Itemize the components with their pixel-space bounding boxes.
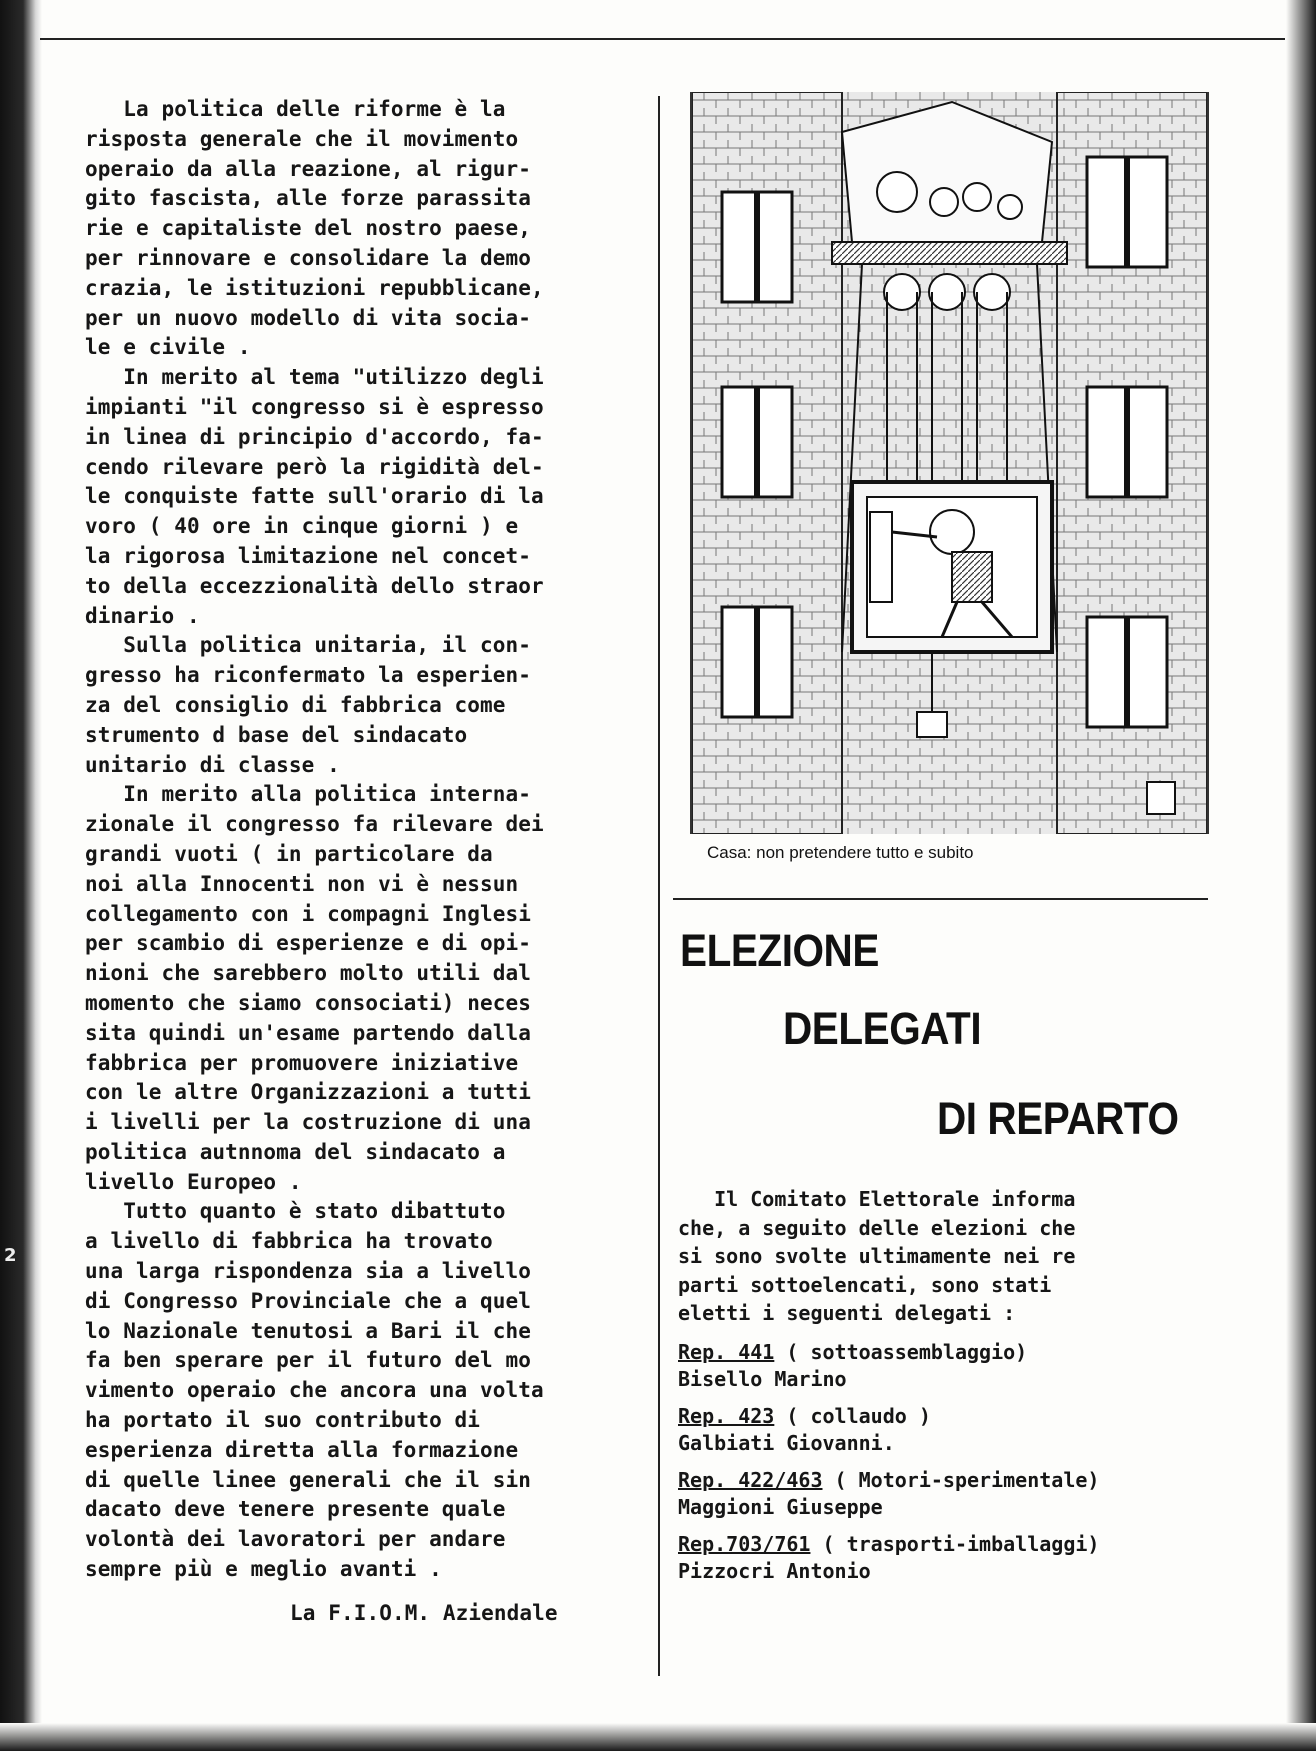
delegate-entry (678, 1402, 1218, 1456)
department-line (678, 1402, 1218, 1430)
article-line: zionale il congresso fa rilevare dei (85, 812, 544, 837)
article-line: per scambio di esperienze e di opi- (85, 931, 532, 956)
delegate-name: Bisello Marino (678, 1366, 847, 1391)
notice-line: eletti i seguenti delegati : (678, 1301, 1016, 1325)
article-line: livello Europeo . (85, 1169, 302, 1194)
delegate-name: Maggioni Giuseppe (678, 1494, 883, 1519)
cartoon-illustration (690, 92, 1209, 834)
cartoon-apartment-elevator-icon (692, 92, 1207, 834)
article-line: impianti "il congresso si è espresso (85, 394, 544, 419)
article-line: con le altre Organizzazioni a tutti (85, 1080, 532, 1105)
notice-line: si sono svolte ultimamente nei re (678, 1244, 1076, 1268)
article-line: crazia, le istituzioni repubblicane, (85, 275, 544, 300)
headline-line-1: ELEZIONE (680, 925, 879, 976)
article-line: operaio da alla reazione, al rigur- (85, 156, 532, 181)
column-divider (658, 96, 660, 1676)
delegate-entry (678, 1338, 1218, 1392)
article-line: di quelle linee generali che il sin (85, 1467, 532, 1492)
article-signature: La F.I.O.M. Aziendale (290, 1600, 558, 1625)
article-line: gito fascista, alle forze parassita (85, 186, 532, 211)
notice-line: parti sottoelencati, sono stati (678, 1272, 1052, 1297)
article-line: unitario di classe . (85, 752, 340, 777)
article-line: per un nuovo modello di vita socia- (85, 305, 532, 330)
article-line: sita quindi un'esame partendo dalla (85, 1020, 532, 1045)
page-right-edge (1286, 0, 1316, 1751)
department-code: Rep. 441 (678, 1339, 775, 1364)
article-line: in linea di principio d'accordo, fa- (85, 424, 544, 449)
article-line: strumento d base del sindacato (85, 722, 468, 747)
top-rule (40, 38, 1285, 40)
article-line: fa ben sperare per il futuro del mo (85, 1348, 532, 1373)
department-name: ( collaudo ) (774, 1403, 931, 1428)
department-name: ( sottoassemblaggio) (774, 1339, 1028, 1364)
article-line: sempre più e meglio avanti . (85, 1557, 442, 1582)
department-line (678, 1338, 1218, 1366)
article-line: ha portato il suo contributo di (85, 1408, 481, 1433)
article-line: i livelli per la costruzione di una (85, 1110, 532, 1135)
article-line: nioni che sarebbero molto utili dal (85, 961, 532, 986)
article-line: le conquiste fatte sull'orario di la (85, 484, 544, 509)
article-line: Tutto quanto è stato dibattuto (85, 1199, 506, 1224)
page-number: 2 (4, 1245, 17, 1266)
article-line: risposta generale che il movimento (85, 126, 519, 151)
article-line: fabbrica per promuovere iniziative (85, 1050, 519, 1075)
article-line: collegamento con i compagni Inglesi (85, 901, 532, 926)
department-line (678, 1466, 1218, 1494)
delegate-entry (678, 1530, 1218, 1584)
article-line: grandi vuoti ( in particolare da (85, 841, 493, 866)
headline-line-3: DI REPARTO (937, 1093, 1179, 1144)
election-notice (678, 1185, 1218, 1584)
article-line: una larga rispondenza sia a livello (85, 1259, 532, 1284)
delegate-name: Pizzocri Antonio (678, 1558, 871, 1583)
article-line: In merito al tema "utilizzo degli (85, 365, 544, 390)
department-name: ( Motori-sperimentale) (822, 1467, 1100, 1492)
article-line: dinario . (85, 603, 200, 628)
department-code: Rep. 422/463 (678, 1467, 823, 1492)
department-line (678, 1530, 1218, 1558)
article-line: noi alla Innocenti non vi è nessun (85, 871, 519, 896)
article-line: gresso ha riconfermato la esperien- (85, 663, 532, 688)
article-line: lo Nazionale tenutosi a Bari il che (85, 1318, 532, 1343)
article-line: vimento operaio che ancora una volta (85, 1378, 544, 1403)
article-line: a livello di fabbrica ha trovato (85, 1229, 493, 1254)
article-line: la rigorosa limitazione nel concet- (85, 543, 532, 568)
article-line: politica autnnoma del sindacato a (85, 1139, 506, 1164)
article-line: momento che siamo consociati) neces (85, 990, 532, 1015)
article-line: per rinnovare e consolidare la demo (85, 245, 532, 270)
article-line: dacato deve tenere presente quale (85, 1497, 506, 1522)
article-line: volontà dei lavoratori per andare (85, 1527, 506, 1552)
illustration-caption: Casa: non pretendere tutto e subito (707, 843, 974, 862)
delegate-name: Galbiati Giovanni. (678, 1430, 895, 1455)
department-name: ( trasporti-imballaggi) (810, 1531, 1100, 1556)
article-line: rie e capitaliste del nostro paese, (85, 216, 532, 241)
headline-line-2: DELEGATI (783, 1003, 982, 1054)
article-line: to della eccezzionalità dello straor (85, 573, 544, 598)
page-bottom-edge (0, 1723, 1316, 1751)
section-rule (673, 898, 1208, 900)
article-line: In merito alla politica interna- (85, 782, 532, 807)
notice-line: Il Comitato Elettorale informa (678, 1187, 1076, 1211)
article-line: cendo rilevare però la rigidità del- (85, 454, 544, 479)
article-line: La politica delle riforme è la (85, 97, 506, 121)
department-code: Rep. 423 (678, 1403, 775, 1428)
page-binding-shadow (0, 0, 42, 1751)
article-line: le e civile . (85, 335, 251, 360)
delegate-entry (678, 1466, 1218, 1520)
article-line: Sulla politica unitaria, il con- (85, 633, 532, 658)
department-code: Rep.703/761 (678, 1531, 811, 1556)
article-line: di Congresso Provinciale che a quel (85, 1288, 532, 1313)
article-column (85, 95, 625, 1629)
notice-line: che, a seguito delle elezioni che (678, 1215, 1076, 1240)
article-line: voro ( 40 ore in cinque giorni ) e (85, 514, 519, 539)
article-line: za del consiglio di fabbrica come (85, 692, 506, 717)
article-line: esperienza diretta alla formazione (85, 1437, 519, 1462)
